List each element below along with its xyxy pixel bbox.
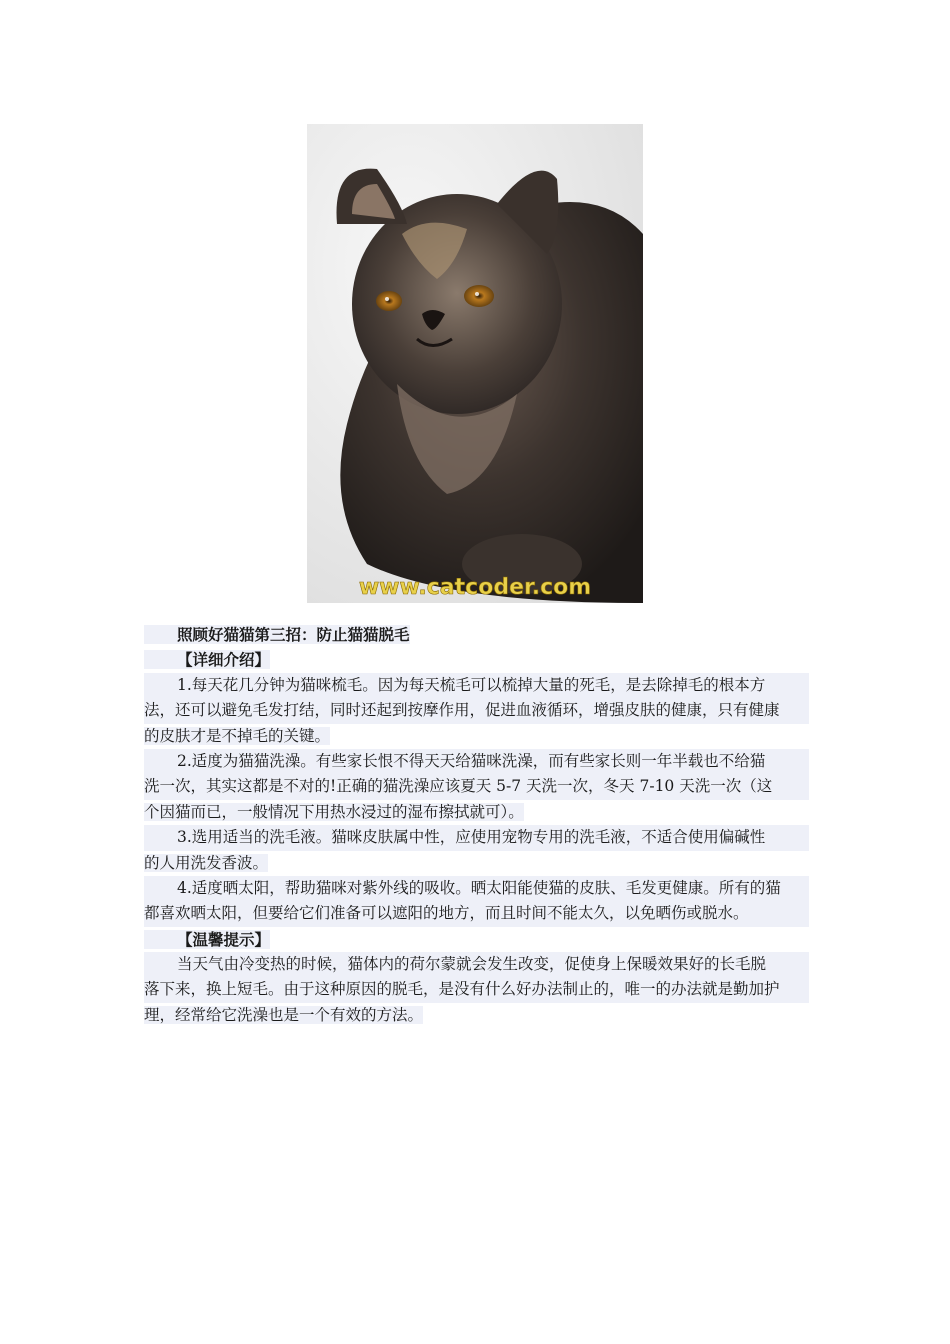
article-body <box>144 622 809 1028</box>
paragraph-2-line-2: 洗一次，其实这都是不对的!正确的猫洗澡应该夏天 5-7 天洗一次，冬天 7-10 天洗一次（这 <box>144 774 809 799</box>
paragraph-4-line-1: 4.适度晒太阳，帮助猫咪对紫外线的吸收。晒太阳能使猫的皮肤、毛发更健康。所有的猫 <box>144 876 809 901</box>
paragraph-5-line-2: 落下来，换上短毛。由于这种原因的脱毛，是没有什么好办法制止的，唯一的办法就是勤加护 <box>144 977 809 1002</box>
paragraph-2-line-3: 个因猫而已，一般情况下用热水浸过的湿布擦拭就可）。 <box>144 802 524 821</box>
paragraph-4-line-2: 都喜欢晒太阳，但要给它们准备可以遮阳的地方，而且时间不能太久，以免晒伤或脱水。 <box>144 901 809 926</box>
paragraph-3-line-1: 3.选用适当的洗毛液。猫咪皮肤属中性，应使用宠物专用的洗毛液，不适合使用偏碱性 <box>144 825 809 850</box>
cat-photo <box>307 124 643 603</box>
section-heading-tips-line <box>144 927 809 952</box>
section-heading-tips: 【温馨提示】 <box>177 929 271 949</box>
paragraph-5-line-1: 当天气由冷变热的时候，猫体内的荷尔蒙就会发生改变，促使身上保暖效果好的长毛脱 <box>144 952 809 977</box>
paragraph-1-line-1: 1.每天花几分钟为猫咪梳毛。因为每天梳毛可以梳掉大量的死毛，是去除掉毛的根本方 <box>144 673 809 698</box>
article-title: 照顾好猫猫第三招：防止猫猫脱毛 <box>177 625 410 644</box>
paragraph-1-line-2: 法，还可以避免毛发打结，同时还起到按摩作用，促进血液循环，增强皮肤的健康，只有健康 <box>144 698 809 723</box>
paragraph-2-line-1: 2.适度为猫猫洗澡。有些家长恨不得天天给猫咪洗澡，而有些家长则一年半载也不给猫 <box>144 749 809 774</box>
persian-cat-illustration <box>307 124 643 603</box>
paragraph-3-line-2: 的人用洗发香波。 <box>144 853 269 872</box>
section-heading-details-line <box>144 647 809 672</box>
paragraph-1-line-3: 的皮肤才是不掉毛的关键。 <box>144 726 331 745</box>
section-heading-details: 【详细介绍】 <box>177 650 271 670</box>
paragraph-5-line-3: 理，经常给它洗澡也是一个有效的方法。 <box>144 1005 424 1024</box>
article-title-line <box>144 622 809 647</box>
watermark-text: www.catcoder.com <box>358 575 592 600</box>
